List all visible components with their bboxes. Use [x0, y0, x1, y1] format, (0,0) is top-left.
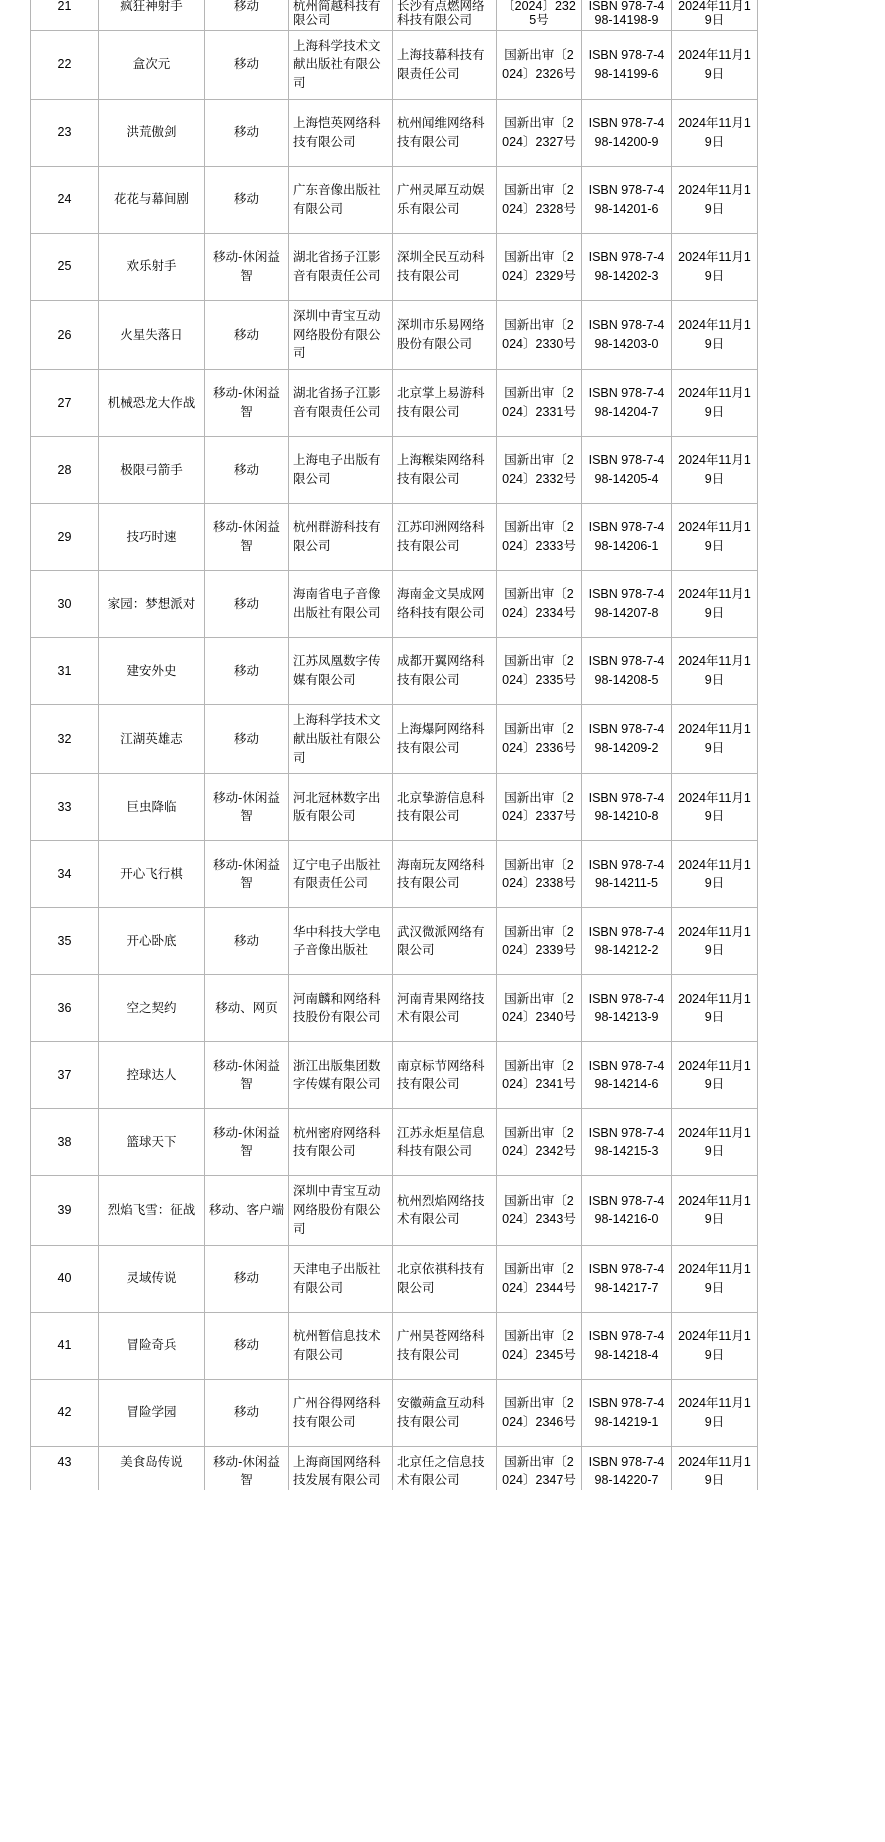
cell-isbn: ISBN 978-7-498-14204-7: [582, 370, 672, 437]
cell-approval: 国新出审〔2024〕2328号: [497, 166, 582, 233]
cell-platform: 移动: [205, 30, 289, 99]
cell-operator: 上海技幕科技有限责任公司: [393, 30, 497, 99]
cell-platform: 移动: [205, 1245, 289, 1312]
cell-publisher: 上海科学技术文献出版社有限公司: [289, 30, 393, 99]
cell-isbn: ISBN 978-7-498-14199-6: [582, 30, 672, 99]
cell-publisher: 杭州密府网络科技有限公司: [289, 1109, 393, 1176]
cell-publisher: 河南麟和网络科技股份有限公司: [289, 975, 393, 1042]
cell-name: 技巧时速: [99, 504, 205, 571]
cell-isbn: ISBN 978-7-498-14201-6: [582, 166, 672, 233]
table-row: [31, 571, 758, 638]
cell-publisher: 辽宁电子出版社有限责任公司: [289, 841, 393, 908]
cell-date: 2024年11月19日: [672, 774, 758, 841]
cell-operator: 武汉微派网络有限公司: [393, 908, 497, 975]
cell-publisher: 江苏凤凰数字传媒有限公司: [289, 638, 393, 705]
cell-index: 40: [31, 1245, 99, 1312]
cell-date: 2024年11月19日: [672, 30, 758, 99]
cell-index: 21: [31, 0, 99, 30]
cell-platform: 移动: [205, 166, 289, 233]
cell-date: 2024年11月19日: [672, 437, 758, 504]
cell-isbn: ISBN 978-7-498-14211-5: [582, 841, 672, 908]
table-row: [31, 0, 758, 30]
cell-date: 2024年11月19日: [672, 233, 758, 300]
cell-name: 家园：梦想派对: [99, 571, 205, 638]
cell-approval: 国新出审〔2024〕2335号: [497, 638, 582, 705]
cell-platform: 移动-休闲益智: [205, 1446, 289, 1490]
cell-date: 2024年11月19日: [672, 975, 758, 1042]
cell-platform: 移动-休闲益智: [205, 504, 289, 571]
cell-approval: 国新出审〔2024〕2329号: [497, 233, 582, 300]
cell-publisher: 杭州群游科技有限公司: [289, 504, 393, 571]
cell-operator: 安徽蒴盒互动科技有限公司: [393, 1379, 497, 1446]
table-row: [31, 99, 758, 166]
cell-isbn: ISBN 978-7-498-14203-0: [582, 300, 672, 369]
cell-approval: 国新出审〔2024〕2346号: [497, 1379, 582, 1446]
cell-date: 2024年11月19日: [672, 1042, 758, 1109]
cell-name: 机械恐龙大作战: [99, 370, 205, 437]
cell-operator: 北京依祺科技有限公司: [393, 1245, 497, 1312]
cell-publisher: 华中科技大学电子音像出版社: [289, 908, 393, 975]
cell-name: 火星失落日: [99, 300, 205, 369]
cell-index: 37: [31, 1042, 99, 1109]
cell-date: 2024年11月19日: [672, 1379, 758, 1446]
cell-operator: 长沙有点燃网络科技有限公司: [393, 0, 497, 30]
cell-approval: 国新出审〔2024〕2326号: [497, 30, 582, 99]
cell-approval: 〔2024〕2325号: [497, 0, 582, 30]
cell-index: 27: [31, 370, 99, 437]
cell-name: 灵域传说: [99, 1245, 205, 1312]
cell-name: 开心飞行棋: [99, 841, 205, 908]
cell-publisher: 上海恺英网络科技有限公司: [289, 99, 393, 166]
cell-platform: 移动-休闲益智: [205, 233, 289, 300]
cell-operator: 广州昊苍网络科技有限公司: [393, 1312, 497, 1379]
cell-operator: 深圳市乐易网络股份有限公司: [393, 300, 497, 369]
table-row: [31, 1379, 758, 1446]
cell-approval: 国新出审〔2024〕2343号: [497, 1176, 582, 1245]
cell-platform: 移动: [205, 300, 289, 369]
cell-isbn: ISBN 978-7-498-14214-6: [582, 1042, 672, 1109]
cell-platform: 移动-休闲益智: [205, 1109, 289, 1176]
cell-approval: 国新出审〔2024〕2336号: [497, 705, 582, 774]
cell-index: 42: [31, 1379, 99, 1446]
cell-platform: 移动、网页: [205, 975, 289, 1042]
cell-index: 35: [31, 908, 99, 975]
cell-publisher: 上海电子出版有限公司: [289, 437, 393, 504]
cell-operator: 深圳全民互动科技有限公司: [393, 233, 497, 300]
table-row: [31, 1245, 758, 1312]
cell-date: 2024年11月19日: [672, 1176, 758, 1245]
cell-date: 2024年11月19日: [672, 908, 758, 975]
cell-date: 2024年11月19日: [672, 504, 758, 571]
cell-publisher: 海南省电子音像出版社有限公司: [289, 571, 393, 638]
cell-isbn: ISBN 978-7-498-14215-3: [582, 1109, 672, 1176]
cell-operator: 海南金文昊成网络科技有限公司: [393, 571, 497, 638]
cell-date: 2024年11月19日: [672, 571, 758, 638]
cell-index: 24: [31, 166, 99, 233]
cell-approval: 国新出审〔2024〕2345号: [497, 1312, 582, 1379]
table-row: [31, 30, 758, 99]
table-row: [31, 1109, 758, 1176]
cell-name: 烈焰飞雪：征战: [99, 1176, 205, 1245]
cell-name: 巨虫降临: [99, 774, 205, 841]
cell-name: 江湖英雄志: [99, 705, 205, 774]
table-row: [31, 841, 758, 908]
cell-platform: 移动、客户端: [205, 1176, 289, 1245]
cell-platform: 移动-休闲益智: [205, 774, 289, 841]
cell-publisher: 湖北省扬子江影音有限责任公司: [289, 233, 393, 300]
cell-approval: 国新出审〔2024〕2332号: [497, 437, 582, 504]
cell-operator: 北京掌上易游科技有限公司: [393, 370, 497, 437]
cell-operator: 河南青果网络技术有限公司: [393, 975, 497, 1042]
table-row: [31, 504, 758, 571]
cell-platform: 移动: [205, 437, 289, 504]
cell-operator: 江苏印洲网络科技有限公司: [393, 504, 497, 571]
cell-index: 31: [31, 638, 99, 705]
cell-operator: 江苏永炬星信息科技有限公司: [393, 1109, 497, 1176]
cell-isbn: ISBN 978-7-498-14200-9: [582, 99, 672, 166]
cell-publisher: 天津电子出版社有限公司: [289, 1245, 393, 1312]
cell-date: 2024年11月19日: [672, 166, 758, 233]
cell-date: 2024年11月19日: [672, 841, 758, 908]
cell-operator: 北京任之信息技术有限公司: [393, 1446, 497, 1490]
cell-index: 36: [31, 975, 99, 1042]
cell-date: 2024年11月19日: [672, 705, 758, 774]
cell-isbn: ISBN 978-7-498-14198-9: [582, 0, 672, 30]
cell-date: 2024年11月19日: [672, 1245, 758, 1312]
cell-platform: 移动: [205, 1312, 289, 1379]
table-row: [31, 233, 758, 300]
cell-name: 盒次元: [99, 30, 205, 99]
cell-publisher: 深圳中青宝互动网络股份有限公司: [289, 300, 393, 369]
cell-platform: 移动-休闲益智: [205, 370, 289, 437]
table-row: [31, 300, 758, 369]
cell-index: 32: [31, 705, 99, 774]
cell-publisher: 上海科学技术文献出版社有限公司: [289, 705, 393, 774]
cell-isbn: ISBN 978-7-498-14217-7: [582, 1245, 672, 1312]
cell-index: 22: [31, 30, 99, 99]
cell-isbn: ISBN 978-7-498-14208-5: [582, 638, 672, 705]
cell-publisher: 杭州简越科技有限公司: [289, 0, 393, 30]
cell-index: 43: [31, 1446, 99, 1490]
cell-name: 篮球天下: [99, 1109, 205, 1176]
cell-name: 控球达人: [99, 1042, 205, 1109]
cell-approval: 国新出审〔2024〕2333号: [497, 504, 582, 571]
cell-platform: 移动: [205, 705, 289, 774]
cell-name: 极限弓箭手: [99, 437, 205, 504]
cell-index: 29: [31, 504, 99, 571]
table-row: [31, 166, 758, 233]
cell-date: 2024年11月19日: [672, 0, 758, 30]
cell-date: 2024年11月19日: [672, 99, 758, 166]
table-row: [31, 437, 758, 504]
table-row: [31, 638, 758, 705]
table-row: [31, 975, 758, 1042]
cell-index: 38: [31, 1109, 99, 1176]
cell-operator: 海南玩友网络科技有限公司: [393, 841, 497, 908]
cell-name: 空之契约: [99, 975, 205, 1042]
cell-date: 2024年11月19日: [672, 1446, 758, 1490]
cell-operator: 北京挚游信息科技有限公司: [393, 774, 497, 841]
cell-operator: 杭州烈焰网络技术有限公司: [393, 1176, 497, 1245]
cell-approval: 国新出审〔2024〕2338号: [497, 841, 582, 908]
table-row: [31, 1042, 758, 1109]
cell-operator: 成都开翼网络科技有限公司: [393, 638, 497, 705]
cell-name: 冒险奇兵: [99, 1312, 205, 1379]
cell-platform: 移动-休闲益智: [205, 1042, 289, 1109]
cell-name: 疯狂神射手: [99, 0, 205, 30]
cell-index: 28: [31, 437, 99, 504]
cell-approval: 国新出审〔2024〕2341号: [497, 1042, 582, 1109]
cell-platform: 移动-休闲益智: [205, 841, 289, 908]
cell-name: 美食岛传说: [99, 1446, 205, 1490]
cell-date: 2024年11月19日: [672, 1312, 758, 1379]
cell-isbn: ISBN 978-7-498-14206-1: [582, 504, 672, 571]
cell-date: 2024年11月19日: [672, 1109, 758, 1176]
cell-platform: 移动: [205, 571, 289, 638]
cell-publisher: 广东音像出版社有限公司: [289, 166, 393, 233]
cell-approval: 国新出审〔2024〕2344号: [497, 1245, 582, 1312]
cell-publisher: 河北冠林数字出版有限公司: [289, 774, 393, 841]
cell-approval: 国新出审〔2024〕2347号: [497, 1446, 582, 1490]
cell-isbn: ISBN 978-7-498-14219-1: [582, 1379, 672, 1446]
cell-index: 34: [31, 841, 99, 908]
cell-platform: 移动: [205, 99, 289, 166]
cell-approval: 国新出审〔2024〕2327号: [497, 99, 582, 166]
cell-isbn: ISBN 978-7-498-14218-4: [582, 1312, 672, 1379]
table-row: [31, 774, 758, 841]
cell-index: 25: [31, 233, 99, 300]
cell-isbn: ISBN 978-7-498-14212-2: [582, 908, 672, 975]
cell-platform: 移动: [205, 908, 289, 975]
cell-approval: 国新出审〔2024〕2340号: [497, 975, 582, 1042]
cell-isbn: ISBN 978-7-498-14202-3: [582, 233, 672, 300]
cell-isbn: ISBN 978-7-498-14216-0: [582, 1176, 672, 1245]
cell-platform: 移动: [205, 0, 289, 30]
game-approval-table: [30, 0, 758, 1490]
table-row: [31, 370, 758, 437]
cell-index: 26: [31, 300, 99, 369]
cell-operator: 杭州闻维网络科技有限公司: [393, 99, 497, 166]
cell-index: 33: [31, 774, 99, 841]
cell-date: 2024年11月19日: [672, 300, 758, 369]
cell-index: 23: [31, 99, 99, 166]
table-row: [31, 1312, 758, 1379]
cell-operator: 上海爆阿网络科技有限公司: [393, 705, 497, 774]
cell-name: 冒险学园: [99, 1379, 205, 1446]
cell-name: 建安外史: [99, 638, 205, 705]
cell-approval: 国新出审〔2024〕2330号: [497, 300, 582, 369]
cell-name: 花花与幕间剧: [99, 166, 205, 233]
cell-isbn: ISBN 978-7-498-14209-2: [582, 705, 672, 774]
cell-publisher: 上海商国网络科技发展有限公司: [289, 1446, 393, 1490]
cell-operator: 上海糇柒网络科技有限公司: [393, 437, 497, 504]
cell-approval: 国新出审〔2024〕2342号: [497, 1109, 582, 1176]
cell-operator: 南京标节网络科技有限公司: [393, 1042, 497, 1109]
cell-index: 30: [31, 571, 99, 638]
cell-approval: 国新出审〔2024〕2331号: [497, 370, 582, 437]
cell-date: 2024年11月19日: [672, 370, 758, 437]
cell-isbn: ISBN 978-7-498-14205-4: [582, 437, 672, 504]
cell-platform: 移动: [205, 1379, 289, 1446]
cell-date: 2024年11月19日: [672, 638, 758, 705]
cell-publisher: 杭州暂信息技术有限公司: [289, 1312, 393, 1379]
cell-publisher: 湖北省扬子江影音有限责任公司: [289, 370, 393, 437]
cell-index: 41: [31, 1312, 99, 1379]
table-row: [31, 1176, 758, 1245]
cell-publisher: 浙江出版集团数字传媒有限公司: [289, 1042, 393, 1109]
table-row: [31, 1446, 758, 1490]
cell-approval: 国新出审〔2024〕2334号: [497, 571, 582, 638]
table-row: [31, 705, 758, 774]
cell-isbn: ISBN 978-7-498-14210-8: [582, 774, 672, 841]
cell-approval: 国新出审〔2024〕2339号: [497, 908, 582, 975]
cell-index: 39: [31, 1176, 99, 1245]
cell-platform: 移动: [205, 638, 289, 705]
cell-isbn: ISBN 978-7-498-14220-7: [582, 1446, 672, 1490]
cell-name: 欢乐射手: [99, 233, 205, 300]
cell-name: 开心卧底: [99, 908, 205, 975]
cell-isbn: ISBN 978-7-498-14207-8: [582, 571, 672, 638]
cell-approval: 国新出审〔2024〕2337号: [497, 774, 582, 841]
cell-name: 洪荒傲剑: [99, 99, 205, 166]
table-body: [31, 0, 758, 1490]
table-row: [31, 908, 758, 975]
cell-isbn: ISBN 978-7-498-14213-9: [582, 975, 672, 1042]
cell-publisher: 广州谷得网络科技有限公司: [289, 1379, 393, 1446]
cell-operator: 广州灵犀互动娱乐有限公司: [393, 166, 497, 233]
cell-publisher: 深圳中青宝互动网络股份有限公司: [289, 1176, 393, 1245]
